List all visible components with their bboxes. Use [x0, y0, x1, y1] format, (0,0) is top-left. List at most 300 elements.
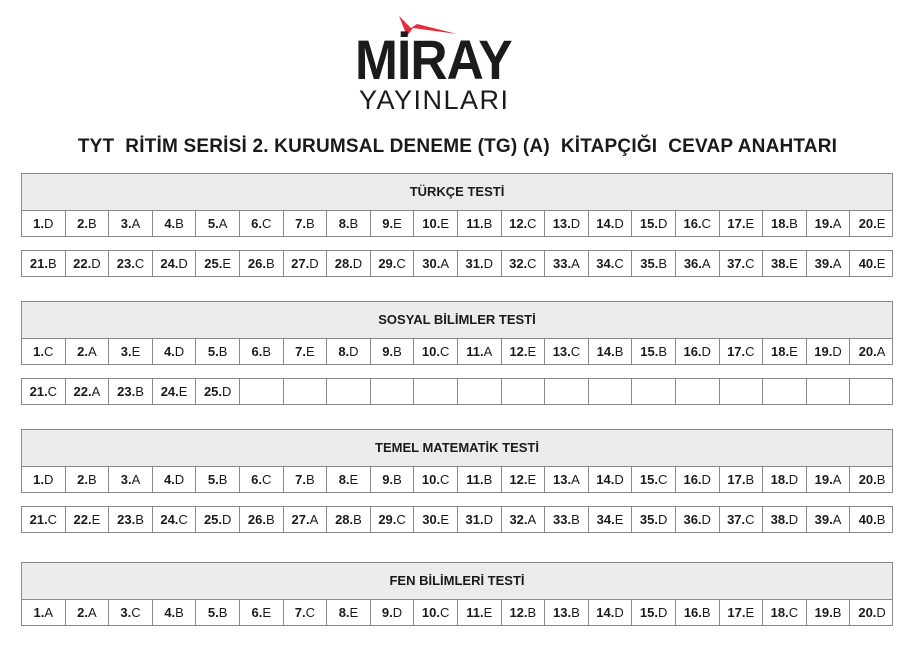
answer-letter: D [614, 605, 624, 620]
answer-cell [196, 379, 240, 404]
answer-row [21, 466, 893, 493]
section-header: TEMEL MATEMATİK TESTİ [21, 429, 893, 466]
question-number: 15. [640, 344, 659, 359]
question-number: 17. [727, 216, 746, 231]
answer-letter: A [131, 216, 141, 231]
answer-letter: E [745, 216, 755, 231]
question-number: 8. [338, 216, 350, 231]
answer-letter: B [305, 472, 315, 487]
answer-letter: C [614, 256, 624, 271]
answer-letter: C [745, 256, 755, 271]
question-number: 6. [251, 344, 263, 359]
question-number: 35. [639, 512, 658, 527]
question-number: 35. [640, 256, 659, 271]
question-number: 22. [73, 256, 92, 271]
answer-cell [153, 600, 197, 625]
question-number: 25. [203, 512, 223, 527]
answer-cell [763, 211, 807, 236]
answer-letter: E [91, 512, 101, 527]
answer-cell [284, 600, 328, 625]
answer-cell [153, 507, 197, 532]
question-number: 11. [466, 472, 484, 487]
answer-letter: B [175, 216, 184, 231]
answer-cell [240, 379, 284, 404]
answer-cell [196, 507, 240, 532]
answer-letter: E [527, 344, 537, 359]
answer-letter: E [745, 605, 755, 620]
question-number: 34. [596, 256, 615, 271]
answer-cell [109, 211, 153, 236]
answer-cell [502, 211, 546, 236]
answer-cell [763, 339, 807, 364]
answer-cell [66, 211, 110, 236]
answer-letter: B [745, 472, 755, 487]
question-number: 14. [596, 216, 615, 231]
answer-cell [589, 467, 633, 492]
answer-letter: B [135, 384, 144, 399]
answer-letter: E [440, 216, 450, 231]
question-number: 40. [858, 256, 877, 271]
answer-letter: B [353, 512, 362, 527]
answer-letter: A [483, 344, 493, 359]
question-number: 14. [596, 344, 615, 359]
question-number: 25. [204, 256, 223, 271]
question-number: 1. [33, 605, 45, 620]
answer-letter: C [657, 472, 668, 487]
answer-letter: A [309, 512, 319, 527]
answer-letter: C [745, 344, 755, 359]
answer-cell [109, 339, 153, 364]
answer-cell [240, 467, 284, 492]
answer-cell [850, 339, 894, 364]
answer-letter: C [305, 605, 315, 620]
answer-cell [22, 379, 66, 404]
answer-cell [807, 339, 851, 364]
answer-letter: D [352, 256, 363, 271]
answer-letter: D [91, 256, 101, 271]
answer-cell [502, 600, 546, 625]
answer-letter: B [832, 605, 842, 620]
answer-letter: E [440, 512, 450, 527]
answer-cell [327, 251, 371, 276]
answer-letter: E [876, 216, 886, 231]
answer-letter: D [788, 472, 799, 487]
answer-cell [676, 600, 720, 625]
answer-row [21, 599, 893, 626]
answer-cell [371, 211, 415, 236]
answer-cell [371, 339, 415, 364]
question-number: 34. [596, 512, 615, 527]
answer-letter: E [614, 512, 624, 527]
question-number: 18. [770, 472, 789, 487]
question-number: 27. [291, 512, 310, 527]
answer-letter: E [393, 216, 402, 231]
question-number: 24. [160, 256, 179, 271]
question-number: 16. [683, 605, 702, 620]
question-number: 16. [683, 472, 702, 487]
section-header: FEN BİLİMLERİ TESTİ [21, 562, 893, 599]
question-number: 18. [771, 344, 790, 359]
answer-cell [807, 379, 851, 404]
question-number: 19. [814, 344, 833, 359]
answer-letter: C [261, 216, 272, 231]
answer-cell [720, 251, 764, 276]
answer-cell [807, 251, 851, 276]
answer-letter: D [614, 472, 624, 487]
question-number: 37. [727, 512, 746, 527]
question-number: 20. [858, 605, 877, 620]
question-number: 5. [207, 472, 219, 487]
logo-main-text: MİRAY [355, 28, 512, 91]
answer-cell [502, 379, 546, 404]
answer-letter: D [876, 605, 886, 620]
answer-letter: B [265, 512, 275, 527]
question-number: 36. [683, 256, 702, 271]
answer-cell [632, 211, 676, 236]
answer-letter: B [658, 344, 667, 359]
question-number: 10. [422, 216, 441, 231]
answer-cell [153, 211, 197, 236]
answer-cell [66, 467, 110, 492]
answer-cell [632, 600, 676, 625]
answer-letter: B [701, 605, 711, 620]
answer-letter: B [305, 216, 315, 231]
answer-cell [327, 211, 371, 236]
question-number: 12. [509, 605, 528, 620]
question-number: 38. [771, 256, 790, 271]
answer-letter: C [131, 605, 141, 620]
answer-cell [414, 467, 458, 492]
question-number: 9. [382, 344, 394, 359]
answer-cell [153, 251, 197, 276]
answer-letter: B [614, 344, 624, 359]
answer-letter: D [483, 256, 493, 271]
answer-cell [22, 467, 66, 492]
answer-cell [458, 507, 502, 532]
answer-letter: E [305, 344, 315, 359]
question-number: 24. [160, 384, 179, 399]
answer-cell [240, 600, 284, 625]
answer-cell [502, 467, 546, 492]
question-number: 3. [120, 344, 132, 359]
answer-letter: D [701, 472, 711, 487]
question-number: 15. [639, 605, 658, 620]
section-header: TÜRKÇE TESTİ [21, 173, 893, 210]
answer-letter: D [309, 256, 319, 271]
question-number: 39. [814, 512, 833, 527]
question-number: 7. [294, 605, 306, 620]
answer-letter: E [222, 256, 232, 271]
answer-cell [240, 339, 284, 364]
answer-letter: A [87, 605, 97, 620]
answer-cell [109, 379, 153, 404]
question-number: 4. [163, 344, 175, 359]
answer-letter: D [174, 472, 185, 487]
answer-cell [545, 251, 589, 276]
question-number: 3. [120, 472, 132, 487]
answer-cell [371, 379, 415, 404]
answer-letter: A [832, 216, 842, 231]
answer-cell [676, 339, 720, 364]
question-number: 8. [338, 605, 350, 620]
question-number: 5. [207, 605, 219, 620]
answer-letter: B [218, 605, 228, 620]
answer-cell [414, 251, 458, 276]
answer-letter: C [396, 256, 406, 271]
answer-cell [763, 379, 807, 404]
answer-cell [676, 251, 720, 276]
question-number: 25. [203, 384, 223, 399]
answer-letter: C [527, 256, 537, 271]
answer-letter: B [876, 472, 886, 487]
answer-letter: C [788, 605, 799, 620]
question-number: 21. [29, 384, 48, 399]
question-number: 12. [509, 472, 528, 487]
answer-cell [458, 339, 502, 364]
answer-cell [284, 339, 328, 364]
section-header: SOSYAL BİLİMLER TESTİ [21, 301, 893, 338]
page-title: TYT RİTİM SERİSİ 2. KURUMSAL DENEME (TG) (A) KİTAPÇIĞI CEVAP ANAHTARI [77, 136, 838, 157]
question-number: 17. [727, 344, 746, 359]
answer-letter: E [131, 344, 141, 359]
answer-letter: E [789, 256, 798, 271]
question-number: 16. [683, 344, 702, 359]
answer-letter: D [174, 344, 185, 359]
publisher-logo [355, 14, 545, 114]
question-number: 12. [509, 344, 528, 359]
answer-cell [589, 600, 633, 625]
question-number: 10. [421, 472, 440, 487]
answer-letter: A [91, 384, 101, 399]
answer-letter: A [832, 256, 842, 271]
question-number: 4. [164, 216, 176, 231]
question-number: 38. [770, 512, 789, 527]
answer-cell [589, 339, 633, 364]
answer-cell [850, 507, 894, 532]
answer-cell [66, 339, 110, 364]
question-number: 30. [422, 256, 441, 271]
answer-cell [109, 467, 153, 492]
answer-letter: C [178, 512, 188, 527]
answer-cell [763, 600, 807, 625]
question-number: 17. [727, 605, 746, 620]
answer-cell [196, 211, 240, 236]
question-number: 12. [509, 216, 528, 231]
answer-letter: C [44, 344, 54, 359]
answer-cell [632, 507, 676, 532]
question-number: 13. [553, 472, 572, 487]
question-number: 10. [421, 344, 440, 359]
question-number: 13. [552, 344, 571, 359]
answer-letter: A [527, 512, 537, 527]
answer-letter: B [87, 216, 97, 231]
answer-cell [763, 251, 807, 276]
answer-cell [327, 379, 371, 404]
answer-letter: D [44, 472, 54, 487]
answer-cell [327, 339, 371, 364]
answer-letter: C [261, 472, 272, 487]
answer-cell [414, 600, 458, 625]
question-number: 33. [553, 512, 572, 527]
answer-letter: B [218, 344, 228, 359]
question-number: 16. [683, 216, 702, 231]
answer-cell [850, 251, 894, 276]
answer-letter: C [439, 344, 450, 359]
question-number: 33. [553, 256, 572, 271]
answer-letter: E [262, 605, 272, 620]
question-number: 14. [596, 605, 615, 620]
question-number: 36. [683, 512, 702, 527]
question-number: 31. [465, 512, 484, 527]
question-number: 2. [77, 472, 88, 487]
answer-cell [196, 339, 240, 364]
question-number: 31. [465, 256, 484, 271]
answer-letter: B [789, 216, 798, 231]
answer-letter: B [87, 472, 97, 487]
answer-letter: D [570, 216, 581, 231]
answer-letter: B [393, 472, 402, 487]
answer-cell [66, 251, 110, 276]
answer-cell [109, 600, 153, 625]
question-number: 9. [381, 605, 393, 620]
question-number: 2. [77, 344, 88, 359]
answer-cell [371, 251, 415, 276]
answer-cell [502, 251, 546, 276]
answer-cell [545, 211, 589, 236]
question-number: 14. [596, 472, 615, 487]
question-number: 4. [163, 472, 175, 487]
question-number: 11. [466, 216, 484, 231]
answer-letter: C [527, 216, 537, 231]
question-number: 3. [120, 605, 132, 620]
answer-letter: D [657, 605, 668, 620]
question-number: 15. [639, 472, 658, 487]
answer-cell [763, 507, 807, 532]
answer-letter: C [47, 384, 58, 399]
answer-cell [458, 211, 502, 236]
answer-letter: C [570, 344, 581, 359]
answer-letter: D [832, 344, 842, 359]
answer-cell [109, 251, 153, 276]
answer-letter: D [701, 512, 711, 527]
question-number: 27. [291, 256, 310, 271]
answer-letter: A [876, 344, 886, 359]
answer-letter: A [701, 256, 711, 271]
answer-letter: C [134, 256, 145, 271]
answer-cell [589, 379, 633, 404]
answer-cell [153, 339, 197, 364]
question-number: 2. [77, 216, 88, 231]
question-number: 6. [251, 472, 262, 487]
question-number: 9. [382, 472, 394, 487]
answer-letter: D [222, 384, 232, 399]
answer-letter: E [178, 384, 188, 399]
question-number: 28. [335, 512, 354, 527]
answer-letter: A [218, 216, 228, 231]
answer-cell [458, 251, 502, 276]
answer-letter: C [745, 512, 755, 527]
answer-cell [545, 339, 589, 364]
answer-cell [240, 211, 284, 236]
question-number: 20. [858, 216, 877, 231]
answer-cell [545, 467, 589, 492]
answer-letter: B [265, 256, 275, 271]
answer-cell [414, 339, 458, 364]
answer-cell [720, 600, 764, 625]
answer-cell [22, 507, 66, 532]
answer-cell [284, 467, 328, 492]
answer-letter: C [396, 512, 406, 527]
answer-letter: A [440, 256, 450, 271]
answer-cell [589, 507, 633, 532]
question-number: 21. [29, 256, 48, 271]
answer-cell [284, 211, 328, 236]
answer-cell [66, 600, 110, 625]
answer-cell [153, 467, 197, 492]
question-number: 22. [73, 512, 92, 527]
question-number: 23. [116, 256, 135, 271]
answer-cell [632, 379, 676, 404]
answer-cell [196, 251, 240, 276]
answer-cell [632, 251, 676, 276]
answer-cell [545, 379, 589, 404]
question-number: 23. [117, 512, 136, 527]
answer-cell [22, 339, 66, 364]
question-number: 9. [382, 216, 394, 231]
answer-cell [763, 467, 807, 492]
answer-letter: A [832, 472, 842, 487]
answer-cell [371, 600, 415, 625]
question-number: 5. [207, 344, 219, 359]
answer-letter: B [527, 605, 537, 620]
answer-cell [327, 507, 371, 532]
answer-letter: B [483, 472, 493, 487]
question-number: 4. [164, 605, 176, 620]
answer-letter: B [876, 512, 886, 527]
answer-letter: D [614, 216, 624, 231]
answer-cell [327, 600, 371, 625]
answer-cell [284, 251, 328, 276]
answer-cell [545, 600, 589, 625]
answer-letter: E [349, 605, 359, 620]
question-number: 21. [29, 512, 48, 527]
answer-cell [850, 379, 894, 404]
question-number: 39. [814, 256, 833, 271]
question-number: 6. [251, 216, 262, 231]
question-number: 29. [378, 256, 397, 271]
answer-cell [109, 507, 153, 532]
answer-cell [371, 467, 415, 492]
answer-letter: D [44, 216, 54, 231]
answer-cell [22, 251, 66, 276]
answer-letter: B [483, 216, 493, 231]
answer-cell [502, 507, 546, 532]
answer-cell [850, 211, 894, 236]
answer-letter: C [47, 512, 58, 527]
answer-letter: B [349, 216, 359, 231]
answer-letter: E [349, 472, 359, 487]
answer-cell [414, 211, 458, 236]
answer-row [21, 378, 893, 405]
answer-cell [458, 600, 502, 625]
answer-row [21, 506, 893, 533]
answer-letter: B [262, 344, 272, 359]
answer-cell [545, 507, 589, 532]
question-number: 26. [247, 256, 266, 271]
answer-cell [22, 211, 66, 236]
answer-cell [676, 211, 720, 236]
answer-cell [414, 379, 458, 404]
